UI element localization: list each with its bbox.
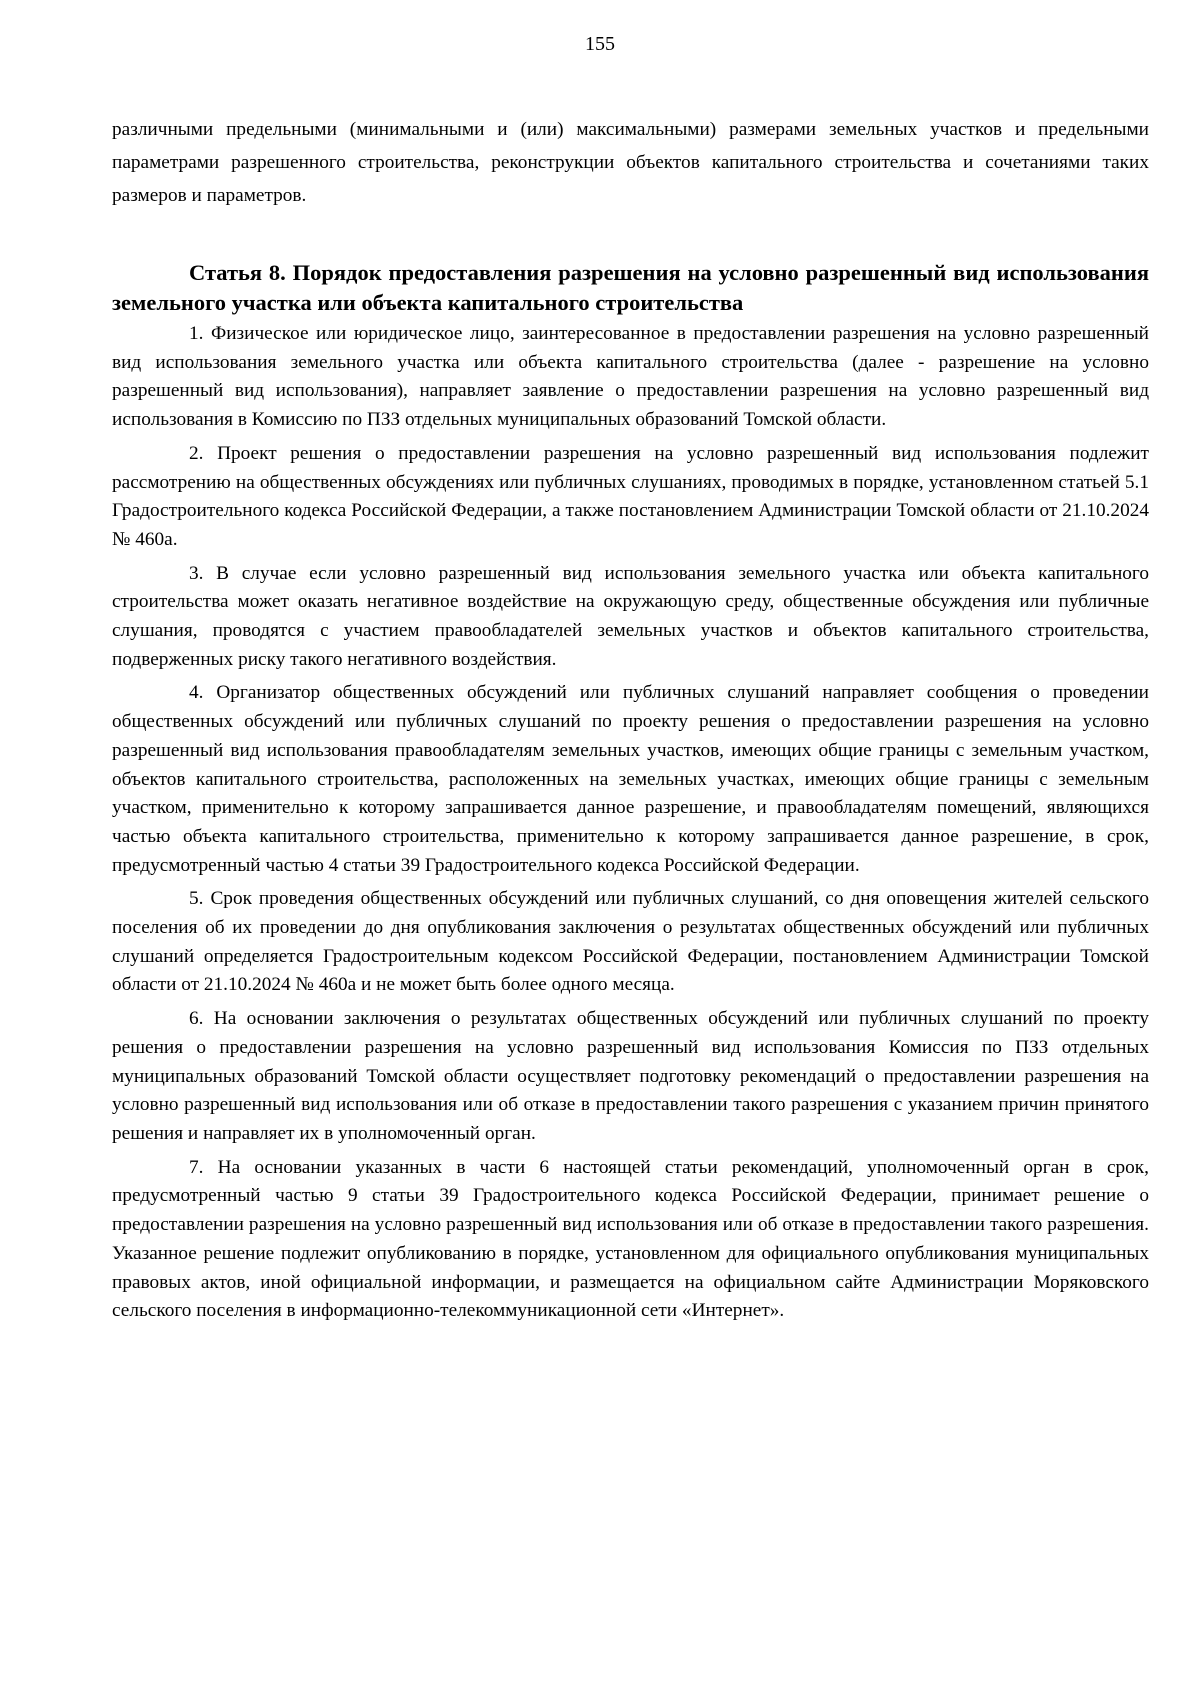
paragraph-2: 2. Проект решения о предоставлении разрешения на условно разрешенный вид использования подлежит рассмотрению на общественных обсуждениях или публичных слушаниях, проводимых в порядке, установленном статьей 5.1 Градостроительного кодекса Российской Федерации, а также постановлением Администрации Томской области от 21.10.2024 № 460а. [112,442,1149,550]
paragraph-5: 5. Срок проведения общественных обсуждений или публичных слушаний, со дня оповещения жителей сельского поселения об их проведении до дня опубликования заключения о результатах общественных обсуждений или публичных слушаний определяется Градостроительным кодексом Российской Федерации, постановлением Администрации Томской области от 21.10.2024 № 460а и не может быть более одного месяца. [112,888,1149,996]
page-number: 155 [585,33,615,55]
lead-paragraph: различными предельными (минимальными и (или) максимальными) размерами земельных участков и предельными параметрами разрешенного строительства, реконструкции объектов капитального строительства и сочетаниями таких размеров и параметров. [112,119,1149,206]
paragraph-6: 6. На основании заключения о результатах общественных обсуждений или публичных слушаний по проекту решения о предоставлении разрешения на условно разрешенный вид использования Комиссия по ПЗЗ отдельных муниципальных образований Томской области осуществляет подготовку рекомендаций о предоставлении разрешения на условно разрешенный вид использования или об отказе в предоставлении такого разрешения с указанием причин принятого решения и направляет их в уполномоченный орган. [112,1008,1149,1144]
document-body [112,113,1149,1331]
paragraph-1: 1. Физическое или юридическое лицо, заинтересованное в предоставлении разрешения на условно разрешенный вид использования земельного участка или объекта капитального строительства (далее - разрешение на условно разрешенный вид использования), направляет заявление о предоставлении разрешения на условно разрешенный вид использования в Комиссию по ПЗЗ отдельных муниципальных образований Томской области. [112,323,1149,431]
paragraph-4: 4. Организатор общественных обсуждений или публичных слушаний направляет сообщения о проведении общественных обсуждений или публичных слушаний по проекту решения о предоставлении разрешения на условно разрешенный вид использования правообладателям земельных участков, имеющих общие границы с земельным участком, объектов капитального строительства, расположенных на земельных участках, имеющих общие границы с земельным участком, применительно к которому запрашивается данное разрешение, и правообладателям помещений, являющихся частью объекта капитального строительства, применительно к которому запрашивается данное разрешение, в срок, предусмотренный частью 4 статьи 39 Градостроительного кодекса Российской Федерации. [112,682,1149,876]
paragraph-7: 7. На основании указанных в части 6 настоящей статьи рекомендаций, уполномоченный орган в срок, предусмотренный частью 9 статьи 39 Градостроительного кодекса Российской Федерации, принимает решение о предоставлении разрешения на условно разрешенный вид использования или об отказе в предоставлении такого разрешения. Указанное решение подлежит опубликованию в порядке, установленном для официального опубликования муниципальных правовых актов, иной официальной информации, и размещается на официальном сайте Администрации Моряковского сельского поселения в информационно-телекоммуникационной сети «Интернет». [112,1156,1149,1322]
article-title: Статья 8. Порядок предоставления разрешения на условно разрешенный вид использования земельного участка или объекта капитального строительства [112,260,1149,315]
paragraph-3: 3. В случае если условно разрешенный вид использования земельного участка или объекта капитального строительства может оказать негативное воздействие на окружающую среду, общественные обсуждения или публичные слушания, проводятся с участием правообладателей земельных участков и объектов капитального строительства, подверженных риску такого негативного воздействия. [112,562,1149,670]
